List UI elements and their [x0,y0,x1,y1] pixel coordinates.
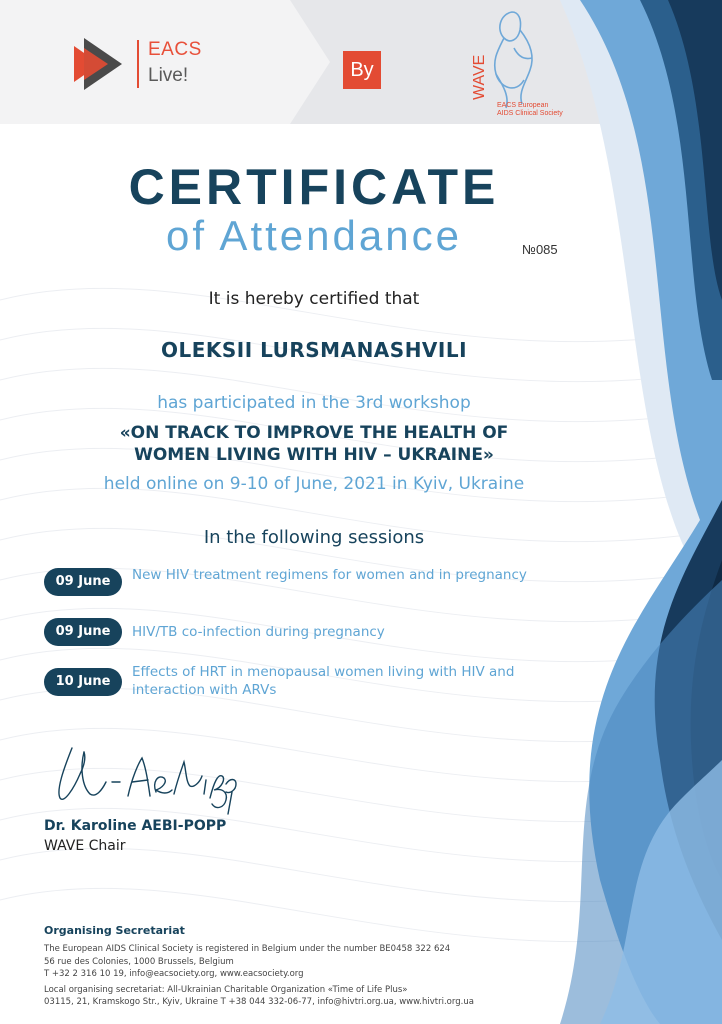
session-title: HIV/TB co-infection during pregnancy [132,624,385,640]
wave-caption-line-1: EACS European [497,102,549,109]
wave-logo-text: WAVE [471,54,488,100]
certificate-subtitle: of Attendance [166,212,462,259]
session-title: New HIV treatment regimens for women and in pregnancy [132,567,527,583]
session-title: Effects of HRT in menopausal women living with HIV and interaction with ARVs [132,664,515,698]
session-date-badge: 09 June [44,618,122,646]
by-logo: By [343,51,381,89]
handwritten-signature [50,738,240,818]
session-date-badge: 09 June [44,568,122,596]
organising-secretariat-heading: Organising Secretariat [44,924,185,937]
signatory-name: Dr. Karoline AEBI-POPP [44,818,227,834]
footer-line: 56 rue des Colonies, 1000 Brussels, Belgium [44,957,234,967]
wave-logo-caption [497,102,577,118]
recipient-name: OLEKSII LURSMANASHVILI [160,338,468,362]
footer-line: The European AIDS Clinical Society is registered in Belgium under the number BE0458 322 624 [44,944,451,954]
workshop-title: «ON TRACK TO IMPROVE THE HEALTH OF WOMEN LIVING WITH HIV – UKRAINE» [119,423,509,465]
held-line: held online on 9-10 of June, 2021 in Kyiv, Ukraine [103,474,525,494]
participated-line: has participated in the 3rd workshop [157,393,471,413]
sessions-heading: In the following sessions [203,527,425,548]
live-logo-text: Live! [148,65,189,86]
certified-line: It is hereby certified that [208,289,420,309]
signatory-role: WAVE Chair [44,838,126,854]
certificate-title: CERTIFICATE [128,159,500,215]
footer-line: 03115, 21, Kramskogo Str., Kyiv, Ukraine T +38 044 332-06-77, info@hivtri.org.ua, www.hivtri.org.ua [44,997,474,1007]
eacs-logo-text: EACS [148,39,202,60]
wave-caption-line-2: AIDS Clinical Society [497,110,563,117]
footer-line: Local organising secretariat: All-Ukrainian Charitable Organization «Time of Life Plus» [44,985,408,995]
footer-line: T +32 2 316 10 19, info@eacsociety.org, www.eacsociety.org [44,969,304,979]
session-date-badge: 10 June [44,668,122,696]
certificate-number: №085 [522,242,558,257]
